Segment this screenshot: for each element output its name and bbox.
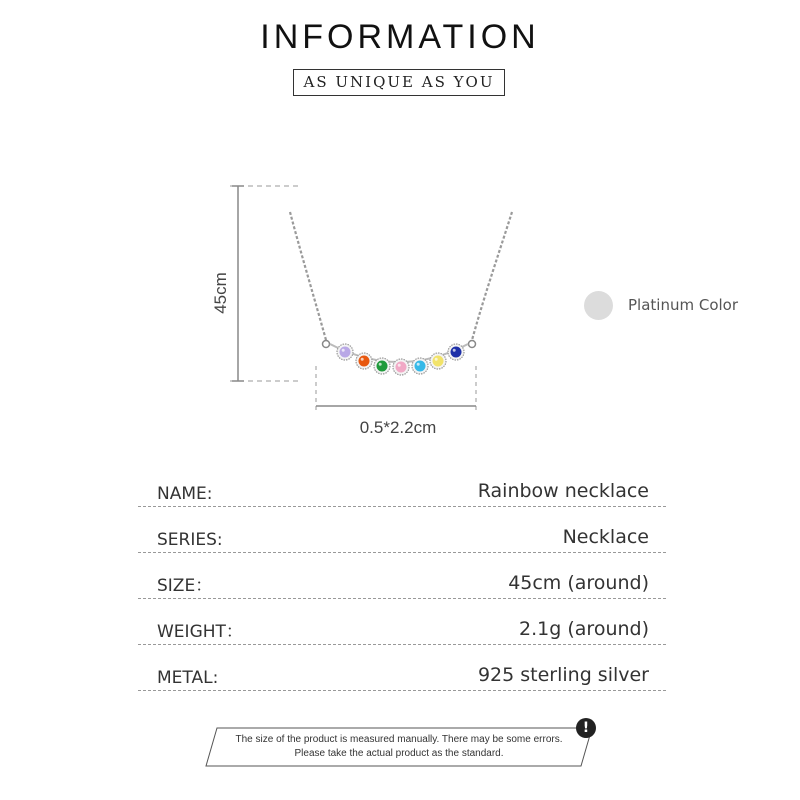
spec-label: NAME: [157,484,213,504]
notice-line-1: The size of the product is measured manually. There may be some errors. [235,734,563,745]
spec-label: SERIES: [157,530,223,550]
spec-value: 2.1g (around) [519,618,649,640]
gem-shine [398,364,401,367]
platinum-color-swatch[interactable] [584,291,613,320]
rainbow-pendant-bar [330,344,468,375]
spec-row-series [138,507,666,553]
spec-label: METAL: [157,668,219,688]
gem-shine [379,363,382,366]
gem-stone [415,361,426,372]
spec-value: 45cm (around) [508,572,649,594]
gem-stone [377,361,388,372]
page-title: INFORMATION [260,18,540,56]
gem-shine [453,349,456,352]
length-label: 45cm [211,272,230,314]
spec-label: SIZE： [157,576,213,596]
spec-label: WEIGHT： [157,622,243,642]
color-option-label: Platinum Color [628,296,739,314]
gem-shine [361,358,364,361]
gem-shine [417,363,420,366]
size-label: 0.5*2.2cm [359,418,437,437]
gem-shine [435,358,438,361]
gem-stone [340,347,351,358]
tagline-box: AS UNIQUE AS YOU [293,69,505,96]
spec-row-metal [138,645,666,691]
spec-row-weight [138,599,666,645]
exclamation-icon: ! [576,718,596,738]
notice-line-2: Please take the actual product as the standard. [294,748,504,759]
gem-stone [396,362,407,373]
gem-stone [433,356,444,367]
necklace-chain-left [290,212,326,340]
spec-row-name [138,461,666,507]
spec-value: Necklace [562,526,649,548]
spec-table [138,461,666,691]
spec-value: 925 sterling silver [477,664,649,686]
notice-text [205,733,593,761]
gem-stone [451,347,462,358]
spec-row-size [138,553,666,599]
necklace-chain-right [472,212,512,340]
gem-stone [359,356,370,367]
spec-value: Rainbow necklace [477,480,649,502]
measurement-notice [205,727,593,767]
gem-shine [342,349,345,352]
